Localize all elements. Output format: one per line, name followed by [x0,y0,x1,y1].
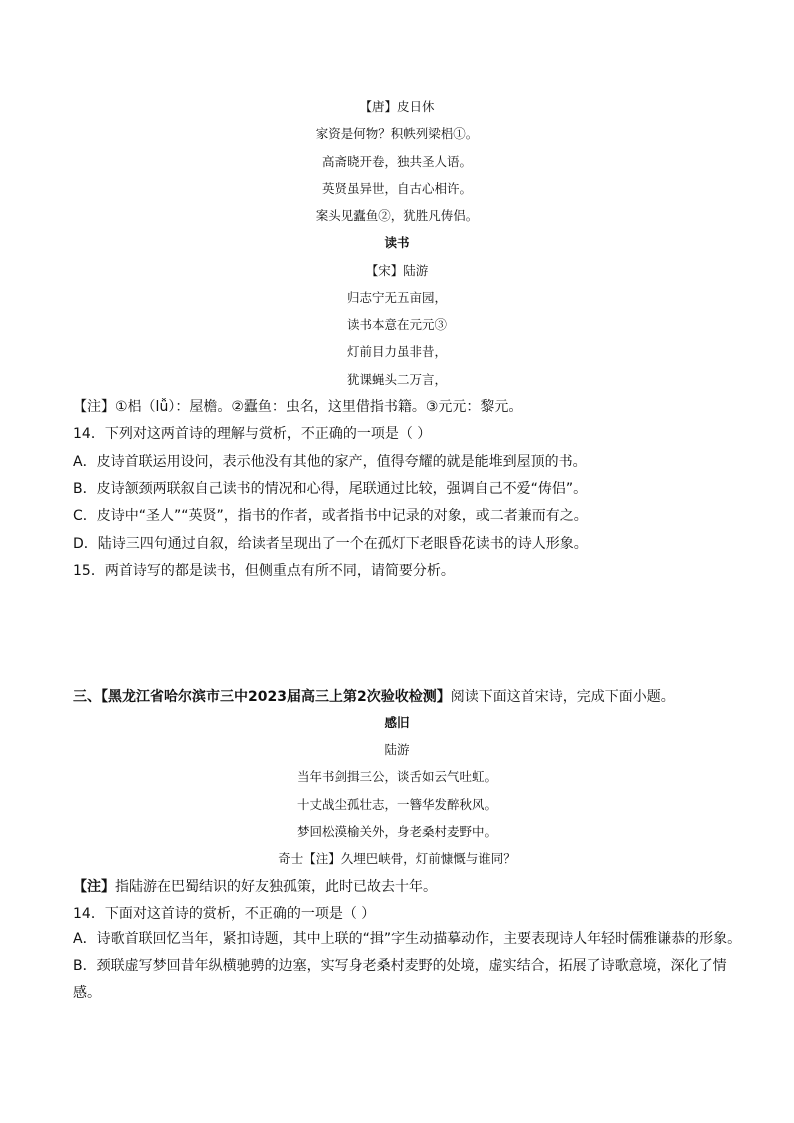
question-14b-option-a: A．诗歌首联回忆当年，紧扣诗题，其中上联的“揖”字生动描摹动作，主要表现诗人年轻时儒雅谦恭的形象。 [73,931,742,947]
poem2-line-1: 归志宁无五亩园， [346,290,447,305]
question-14a-stem: 14．下列对这两首诗的理解与赏析，不正确的一项是（ ） [73,426,432,442]
question-14a-option-a: A．皮诗首联运用设问，表示他没有其他的家产，值得夸耀的就是能堆到屋顶的书。 [73,454,587,470]
poem1-line-4: 案头见蠹鱼②，犹胜凡俦侣。 [315,208,479,223]
section-3-number: 三、 [73,689,101,705]
question-14a-option-b: B．皮诗颔颈两联叙自己读书的情况和心得，尾联通过比较，强调自己不爱“俦侣”。 [73,481,588,497]
question-14a-option-d: D．陆诗三四句通过自叙，给读者呈现出了一个在孤灯下老眼昏花读书的诗人形象。 [73,536,588,552]
question-14b-stem: 14．下面对这首诗的赏析，不正确的一项是（ ） [73,906,376,922]
poem1-line-3: 英贤虽异世，自古心相许。 [321,181,472,196]
section-3-source: 【黑龙江省哈尔滨市三中2023届高三上第2次验收检测】 [101,689,451,705]
poem3-line-1: 当年书剑揖三公，谈舌如云气吐虹。 [296,769,497,784]
question-15: 15．两首诗写的都是读书，但侧重点有所不同，请简要分析。 [73,563,455,579]
question-14a-option-c: C．皮诗中“圣人”“英贤”，指书的作者，或者指书中记录的对象，或二者兼而有之。 [73,508,588,524]
poem3-line-3: 梦回松漠榆关外，身老桑村麦野中。 [296,824,497,839]
poem1-author: 【唐】皮日休 [359,99,435,114]
poem3-line-2: 十丈战尘孤壮志，一簪华发醉秋风。 [296,797,497,812]
question-14b-option-b: B．颈联虚写梦回昔年纵横驰骋的边塞，实写身老桑村麦野的处境，虚实结合，拓展了诗歌意境，深化了情感。 [73,958,727,1001]
poem2-line-3: 灯前目力虽非昔， [346,344,447,359]
poem3-title: 感旧 [384,715,410,730]
poem3-line-4: 奇士【注】久埋巴峡骨，灯前慷慨与谁同？ [278,851,516,866]
section-3-heading [73,686,753,706]
section-3-instruction: 阅读下面这首宋诗，完成下面小题。 [450,689,675,705]
poem2-line-4: 犹课蝇头二万言， [346,372,447,387]
poem1-line-1: 家资是何物？积帙列梁梠①。 [315,126,479,141]
note-2-text: 指陆游在巴蜀结识的好友独孤策，此时已故去十年。 [115,879,437,895]
poem3-author: 陆游 [384,742,410,757]
note-1: 【注】①梠（lǚ）：屋檐。②蠹鱼：虫名，这里借指书籍。③元元：黎元。 [73,399,523,415]
note-2-label: 【注】 [73,879,115,895]
poem2-author: 【宋】陆游 [365,263,429,278]
poem1-line-2: 高斋晓开卷，独共圣人语。 [321,154,472,169]
poem2-title: 读书 [384,235,410,250]
poem2-line-2: 读书本意在元元③ [346,317,447,332]
note-2 [73,876,753,896]
